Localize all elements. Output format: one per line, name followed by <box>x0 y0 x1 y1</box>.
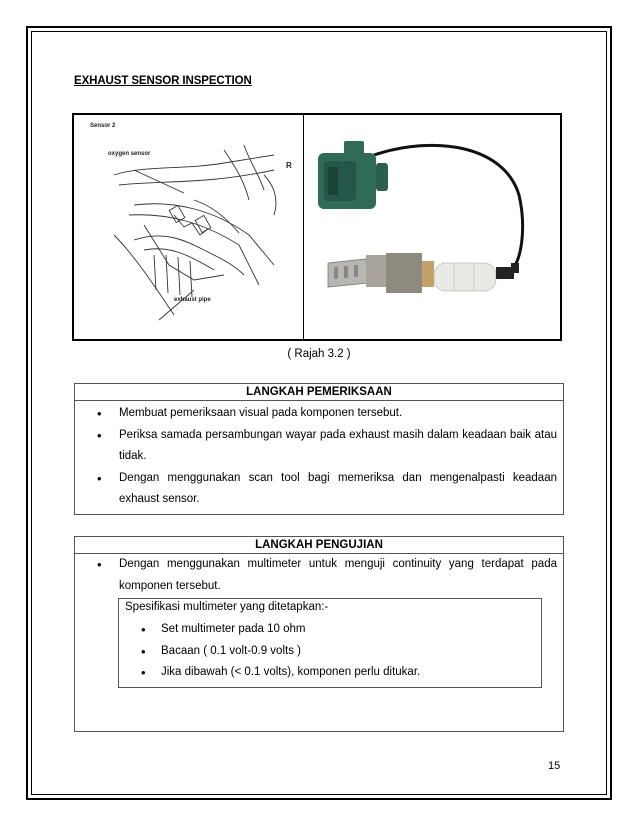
oxygen-sensor-label: oxygen sensor <box>108 151 151 157</box>
spec-item: • Bacaan ( 0.1 volt-0.9 volts ) <box>119 641 541 663</box>
inspection-item: • Periksa samada persambungan wayar pada exhaust masih dalam keadaan baik atau tidak. <box>75 425 563 468</box>
sensor-photo <box>304 115 560 339</box>
exhaust-pipe-label: exhaust pipe <box>174 297 211 303</box>
page-number: 15 <box>548 760 561 772</box>
sensor-body <box>328 253 514 293</box>
spec-title: Spesifikasi multimeter yang ditetapkan:- <box>125 601 329 613</box>
sensor-diagram <box>74 115 304 339</box>
multimeter-spec-box <box>118 598 542 688</box>
inspection-box <box>74 383 564 515</box>
spec-item: • Jika dibawah (< 0.1 volts), komponen perlu ditukar. <box>119 662 541 684</box>
section-title: EXHAUST SENSOR INSPECTION <box>74 75 252 87</box>
connector-plug <box>318 141 388 209</box>
inspection-heading: LANGKAH PEMERIKSAAN <box>75 384 563 401</box>
spec-item: • Set multimeter pada 10 ohm <box>119 619 541 641</box>
sensor-diagram-drawing <box>74 115 303 339</box>
figure-panel <box>72 113 562 341</box>
figure-caption: ( Rajah 3.2 ) <box>287 348 351 360</box>
oxygen-sensor-photo <box>304 115 560 339</box>
testing-item: • Dengan menggunakan multimeter untuk menguji continuity yang terdapat pada komponen tersebut. <box>75 554 563 597</box>
testing-heading: LANGKAH PENGUJIAN <box>75 537 563 554</box>
inspection-item: • Membuat pemeriksaan visual pada komponen tersebut. <box>75 403 563 425</box>
sensor-2-label: Sensor 2 <box>90 123 116 129</box>
inspection-item: • Dengan menggunakan scan tool bagi memeriksa dan mengenalpasti keadaan exhaust sensor. <box>75 468 563 511</box>
r-label: R <box>286 161 292 170</box>
